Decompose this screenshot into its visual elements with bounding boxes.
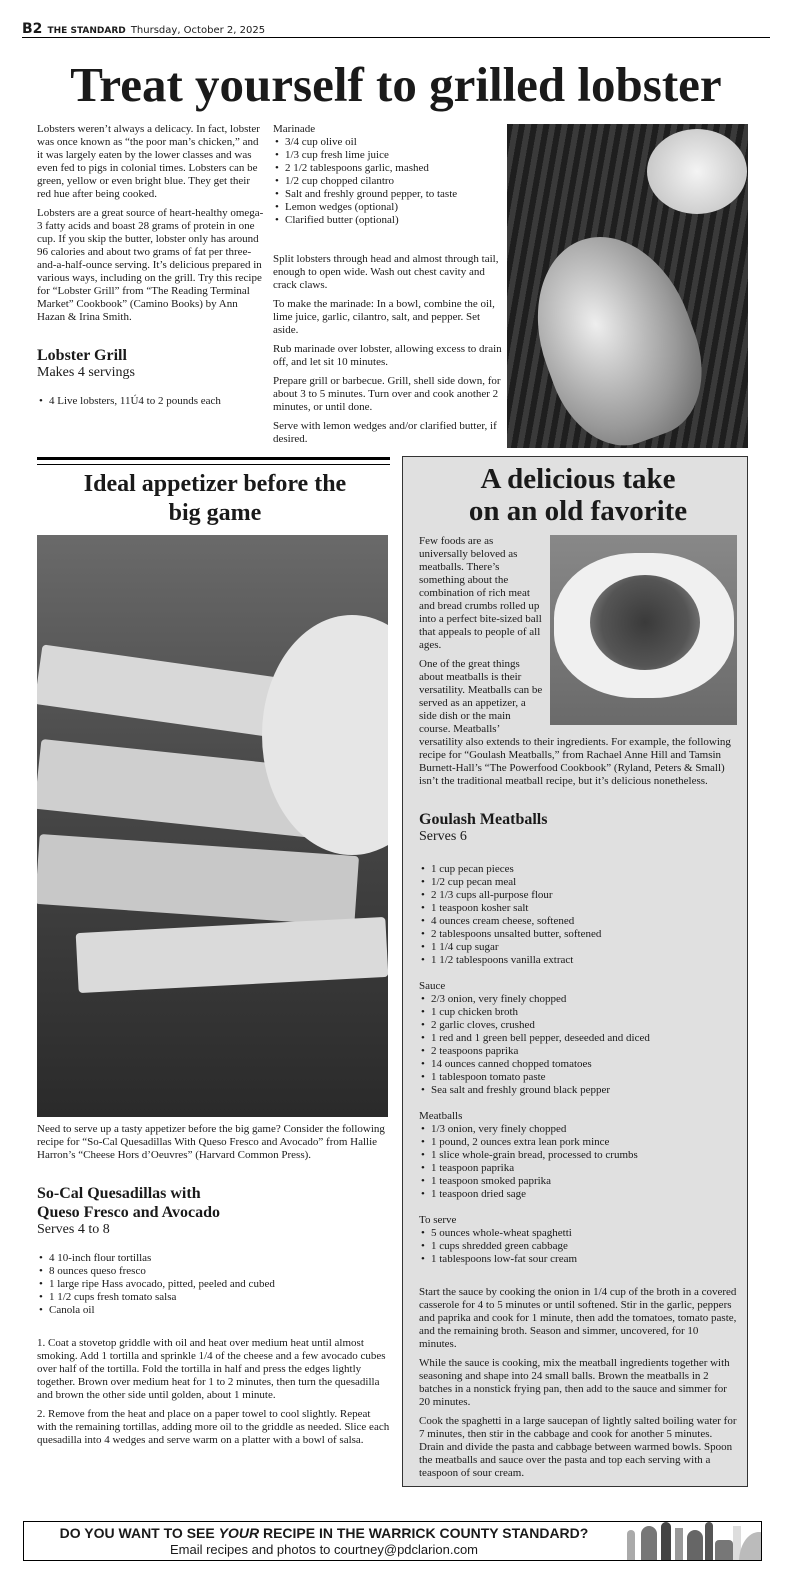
sauce-label: Sauce (419, 980, 446, 992)
list-item: • 1/3 cup fresh lime juice (273, 149, 503, 162)
lobster-step: Serve with lemon wedges and/or clarified butter, if desired. (273, 420, 497, 445)
quesadilla-recipe-title-1: So-Cal Quesadillas with (37, 1185, 201, 1202)
banner-headline-b: YOUR (218, 1525, 260, 1541)
meatballs-step: While the sauce is cooking, mix the meatball ingredients together with seasoning and shape into 24 small balls. Brown the meatballs in 2 batches in a nonstick frying pan, then add to the sauce and simmer for 20 minutes. (419, 1357, 730, 1408)
list-item: • Lemon wedges (optional) (273, 201, 503, 214)
list-item: • 2 1/3 cups all-purpose flour (419, 889, 737, 902)
list-item: • 1 cups shredded green cabbage (419, 1240, 737, 1253)
list-item: • 1 tablespoon tomato paste (419, 1071, 737, 1084)
meatballs-headline-2: on an old favorite (468, 495, 688, 527)
list-item: • 1 1/2 tablespoons vanilla extract (419, 954, 737, 967)
list-item: • 1 1/2 cups fresh tomato salsa (37, 1291, 392, 1304)
lobster-recipe-title: Lobster Grill (37, 347, 127, 364)
lobster-photo (507, 124, 748, 448)
list-item: • 4 ounces cream cheese, softened (419, 915, 737, 928)
list-item: • 4 10-inch flour tortillas (37, 1252, 392, 1265)
quesadilla-text (37, 1123, 392, 1453)
page-number: B2 (22, 21, 43, 37)
list-item: • 2 tablespoons unsalted butter, softened (419, 928, 737, 941)
list-item: • 1/2 cup pecan meal (419, 876, 737, 889)
paper-name: THE STANDARD (47, 26, 126, 36)
lobster-headline: Treat yourself to grilled lobster (70, 57, 722, 112)
banner-email[interactable]: Email recipes and photos to courtney@pdclarion.com (169, 1542, 479, 1557)
quesadilla-servings: Serves 4 to 8 (37, 1222, 110, 1237)
list-item: • 3/4 cup olive oil (273, 136, 503, 149)
list-item: • 2 teaspoons paprika (419, 1045, 737, 1058)
lobster-step: Prepare grill or barbecue. Grill, shell side down, for about 3 to 5 minutes. Turn over and cook another 2 minutes, or until done. (273, 375, 501, 413)
meatballs-intro-2: One of the great things about meatballs is their versatility. Meatballs can be served as an appetizer, a side dish or the main course. Meatballs’ versatility also extends to their ingredients. For example, the following recipe for “Goulash Meatballs,” from Rachael Anne Hill and Tamsin Burnett-Hall’s “The Powerfood Cookbook” (Ryland, Peters & Small) isn’t the traditional meatball recipe, but it’s delicious nonetheless. (419, 658, 731, 787)
list-item: • Sea salt and freshly ground black pepper (419, 1084, 737, 1097)
kitchen-utensils-icon (621, 1522, 761, 1561)
list-item: • 1 large ripe Hass avocado, pitted, peeled and cubed (37, 1278, 392, 1291)
list-item: • Canola oil (37, 1304, 392, 1317)
meatballs-recipe-title: Goulash Meatballs (419, 811, 548, 828)
quesadilla-step: 1. Coat a stovetop griddle with oil and heat over medium heat until almost smoking. Add 1 tortilla and sprinkle 1/4 of the cheese and a few avocado cubes over half of the tortilla. Fold the tortilla in half and press the edges lightly together. Brown over medium heat for 1 to 2 minutes, then turn the quesadilla and brown the other side until golden, about 1 minute. (37, 1337, 386, 1401)
list-item: • 1 teaspoon paprika (419, 1162, 737, 1175)
list-item: • 2 garlic cloves, crushed (419, 1019, 737, 1032)
list-item: • 8 ounces queso fresco (37, 1265, 392, 1278)
list-item: • Clarified butter (optional) (273, 214, 503, 227)
list-item: • 1 teaspoon kosher salt (419, 902, 737, 915)
meatballs-headline-1: A delicious take (480, 463, 676, 495)
list-item: • 1/2 cup chopped cilantro (273, 175, 503, 188)
list-item: • 2/3 onion, very finely chopped (419, 993, 737, 1006)
meatballs-label: Meatballs (419, 1110, 463, 1122)
list-item: • 1 pound, 2 ounces extra lean pork mince (419, 1136, 737, 1149)
quesadilla-step: 2. Remove from the heat and place on a paper towel to cool slightly. Repeat with the remaining tortillas, adding more oil to the griddle as needed. Slice each quesadilla into 4 wedges and serve warm on a platter with a bowl of salsa. (37, 1408, 390, 1446)
meatballs-ingredients (419, 863, 737, 967)
lobster-step: Split lobsters through head and almost through tail, enough to open wide. Wash out chest cavity and crack claws. (273, 253, 499, 291)
lobster-servings: Makes 4 servings (37, 365, 135, 380)
quesadilla-intro: Need to serve up a tasty appetizer before the big game? Consider the following recipe for “So-Cal Quesadillas With Queso Fresco and Avocado” from Hallie Harron’s “Cheese Hors d’Oeuvres” (Harvard Common Press). (37, 1123, 385, 1161)
list-item: • 4 Live lobsters, 11Ú4 to 2 pounds each (37, 395, 265, 408)
meatballs-intro-1: Few foods are as universally beloved as meatballs. There’s something about the combination of rich meat and bread crumbs rolled up into a perfect bite-sized ball that appeals to people of all ages. (419, 535, 542, 651)
list-item: • 1 slice whole-grain bread, processed to crumbs (419, 1149, 737, 1162)
lobster-intro-1: Lobsters weren’t always a delicacy. In fact, lobster was once known as “the poor man’s chicken,” and it was largely eaten by the lower classes and was even fed to pigs in colonial times. Lobsters can be green, yellow or even bright blue. They get their red hue after being cooked. (37, 123, 260, 200)
meatballs-servings: Serves 6 (419, 829, 467, 844)
meatballs-box (402, 456, 748, 1487)
issue-date: Thursday, October 2, 2025 (130, 25, 266, 36)
meatballs-step: Cook the spaghetti in a large saucepan of lightly salted boiling water for 7 minutes, then stir in the cabbage and cook for another 5 minutes. Drain and divide the pasta and cabbage between warmed bowls. Spoon the meatballs and sauce over the pasta and top each serving with a teaspoon of sour cream. (419, 1415, 737, 1479)
list-item: • 1 teaspoon smoked paprika (419, 1175, 737, 1188)
meatballs-step: Start the sauce by cooking the onion in 1/4 cup of the broth in a covered casserole for 4 to 5 minutes or until softened. Stir in the garlic, peppers and paprika and cook for 1 minute, then add the tomatoes, tomato paste, and the remaining broth. Season and simmer, uncovered, for 10 minutes. (419, 1286, 737, 1350)
list-item: • 1 teaspoon dried sage (419, 1188, 737, 1201)
double-rule-divider (37, 457, 390, 465)
list-item: • 2 1/2 tablespoons garlic, mashed (273, 162, 503, 175)
lobster-intro-2: Lobsters are a great source of heart-healthy omega-3 fatty acids and boast 28 grams of protein in one cup. If you skip the butter, lobster only has around 96 calories and about two grams of fat per three-and-a-half-ounce serving. It’s delicious prepared in various ways, including on the grill. Try this recipe for “Lobster Grill” from “The Reading Terminal Market” Cookbook” (Camino Books) by Ann Hazan & Irina Smith. (37, 207, 264, 323)
serve-label: To serve (419, 1214, 457, 1226)
marinade-label: Marinade (273, 123, 316, 135)
meatballs-photo (550, 535, 737, 725)
recipe-submission-banner (23, 1521, 762, 1561)
lobster-column-2 (273, 123, 503, 452)
list-item: • 1 cup pecan pieces (419, 863, 737, 876)
list-item: • 1 cup chicken broth (419, 1006, 737, 1019)
list-item: • 1 1/4 cup sugar (419, 941, 737, 954)
banner-headline-a: DO YOU WANT TO SEE (59, 1525, 219, 1541)
lobster-step: To make the marinade: In a bowl, combine the oil, lime juice, garlic, cilantro, salt, and pepper. Set aside. (273, 298, 495, 336)
banner-headline-c: RECIPE IN THE WARRICK COUNTY STANDARD? (259, 1525, 589, 1541)
quesadilla-recipe-title-2: Queso Fresco and Avocado (37, 1204, 220, 1221)
page-header (22, 18, 770, 38)
list-item: • 1 tablespoons low-fat sour cream (419, 1253, 737, 1266)
lobster-step: Rub marinade over lobster, allowing excess to drain off, and let sit 10 minutes. (273, 343, 502, 368)
list-item: • 5 ounces whole-wheat spaghetti (419, 1227, 737, 1240)
quesadilla-headline: Ideal appetizer before the big game (83, 471, 347, 526)
quesadilla-photo (37, 535, 388, 1117)
list-item: • 1/3 onion, very finely chopped (419, 1123, 737, 1136)
list-item: • Salt and freshly ground pepper, to taste (273, 188, 503, 201)
list-item: • 1 red and 1 green bell pepper, deseeded and diced (419, 1032, 737, 1045)
list-item: • 14 ounces canned chopped tomatoes (419, 1058, 737, 1071)
lobster-column-1 (37, 123, 265, 408)
